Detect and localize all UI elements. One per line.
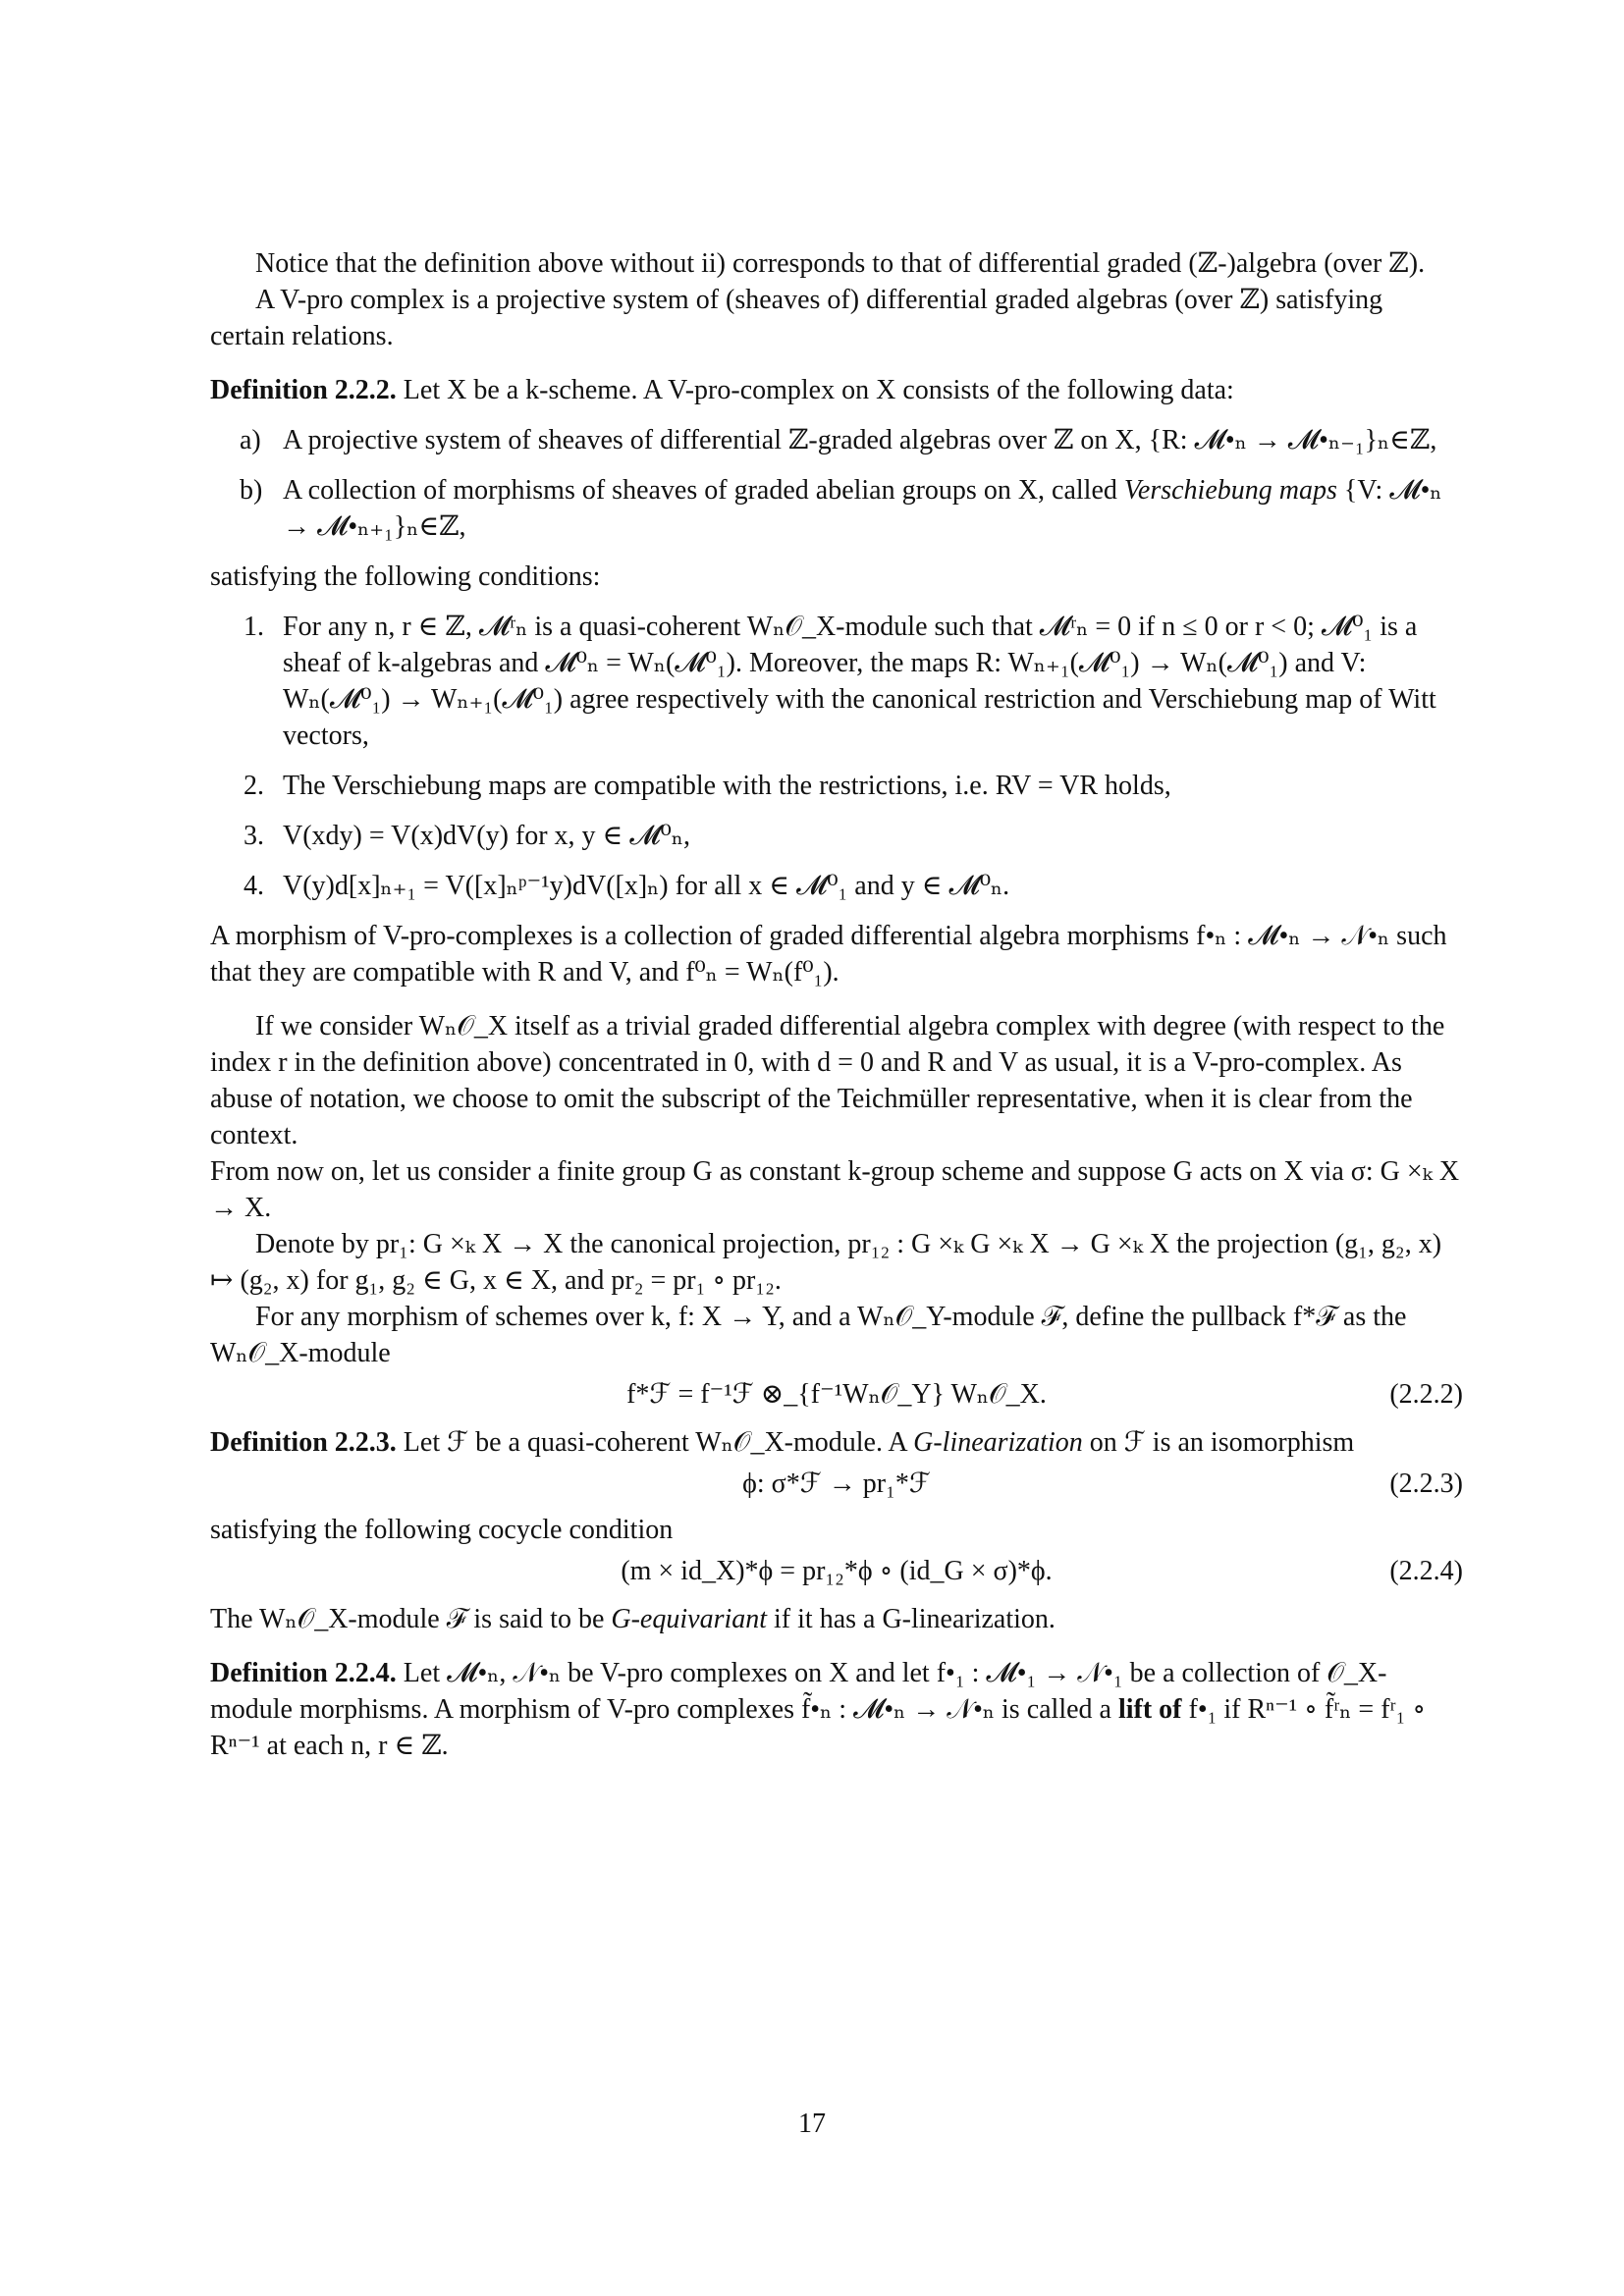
- definition-2-2-2-head: Definition 2.2.2.: [210, 375, 397, 405]
- condition-marker: 3.: [244, 821, 264, 851]
- definition-2-2-3-text-post: on ℱ is an isomorphism: [1082, 1427, 1355, 1458]
- equation-formula: (m × id_X)*ϕ = pr₁₂*ϕ ∘ (id_G × σ)*ϕ.: [621, 1556, 1053, 1586]
- definition-2-2-4: [210, 1655, 1463, 1764]
- g-linearization-term: G-linearization: [913, 1427, 1083, 1458]
- lift-of-term: lift of: [1117, 1694, 1182, 1725]
- equation-number: (2.2.3): [1389, 1468, 1463, 1499]
- condition-text: For any n, r ∈ ℤ, 𝓜ʳₙ is a quasi-coherent Wₙ𝒪_X-module such that 𝓜ʳₙ = 0 if n ≤ 0 or r < 0; 𝓜⁰₁ is a sheaf of k-algebras and 𝓜⁰ₙ = Wₙ(𝓜⁰₁). Moreover, the maps R: Wₙ₊₁(𝓜⁰₁) → Wₙ(𝓜⁰₁) and V: Wₙ(𝓜⁰₁) → Wₙ₊₁(𝓜⁰₁) agree respectively with the canonical restriction and Verschiebung map of Witt vectors,: [283, 612, 1436, 751]
- equation-formula: ϕ: σ*ℱ → pr₁*ℱ: [742, 1468, 931, 1499]
- definition-2-2-2: [210, 372, 1463, 408]
- list-item-text: A projective system of sheaves of differential ℤ-graded algebras over ℤ on X, {R: 𝓜•ₙ → 𝓜•ₙ₋₁}ₙ∈ℤ,: [283, 425, 1437, 455]
- definition-2-2-3-head: Definition 2.2.3.: [210, 1427, 397, 1458]
- condition-text: The Verschiebung maps are compatible with the restrictions, i.e. RV = VR holds,: [283, 771, 1171, 801]
- definition-2-2-2-intro: Let X be a k-scheme. A V-pro-complex on X consists of the following data:: [403, 375, 1234, 405]
- g-equivariant-term: G-equivariant: [611, 1604, 768, 1634]
- list-item-text-post: {V: 𝓜•ₙ → 𝓜•ₙ₊₁}ₙ∈ℤ,: [283, 475, 1442, 542]
- equation-2-2-4: [210, 1552, 1463, 1591]
- cocycle-intro: satisfying the following cocycle condition: [210, 1515, 674, 1545]
- equation-2-2-3: [210, 1465, 1463, 1504]
- morphism-paragraph: A morphism of V-pro-complexes is a collection of graded differential algebra morphisms f•ₙ : 𝓜•ₙ → 𝒩•ₙ such that they are compatible with R and V, and f⁰ₙ = Wₙ(f⁰₁).: [210, 921, 1447, 988]
- condition-item: [210, 768, 1463, 804]
- condition-item: [210, 818, 1463, 854]
- condition-marker: 4.: [244, 871, 264, 901]
- condition-marker: 2.: [244, 771, 264, 801]
- list-marker: b): [240, 475, 263, 506]
- definition-2-2-4-head: Definition 2.2.4.: [210, 1658, 397, 1688]
- conditions-intro: satisfying the following conditions:: [210, 561, 601, 592]
- condition-marker: 1.: [244, 612, 264, 642]
- condition-item: [210, 868, 1463, 904]
- paragraph-projections: Denote by pr₁: G ×ₖ X → X the canonical projection, pr₁₂ : G ×ₖ G ×ₖ X → G ×ₖ X the projection (g₁, g₂, x) ↦ (g₂, x) for g₁, g₂ ∈ G, x ∈ X, and pr₂ = pr₁ ∘ pr₁₂.: [210, 1229, 1442, 1296]
- definition-2-2-4-text: Let 𝓜•ₙ, 𝒩•ₙ be V-pro complexes on X and let f•₁ : 𝓜•₁ → 𝒩•₁ be a collection of 𝒪_X-module morphisms. A morphism of V-pro complexes f̃•ₙ : 𝓜•ₙ → 𝒩•ₙ is called a: [210, 1658, 1387, 1725]
- equation-number: (2.2.4): [1389, 1556, 1463, 1586]
- condition-item: [210, 609, 1463, 754]
- verschiebung-term: Verschiebung maps: [1123, 475, 1337, 506]
- list-marker: a): [240, 425, 261, 455]
- definition-2-2-4-text-post: f•₁ if Rⁿ⁻¹ ∘ f̃ʳₙ = fʳ₁ ∘ Rⁿ⁻¹ at each n, r ∈ ℤ.: [210, 1694, 1427, 1761]
- equation-2-2-2: [210, 1375, 1463, 1415]
- condition-text: V(xdy) = V(x)dV(y) for x, y ∈ 𝓜⁰ₙ,: [283, 821, 690, 851]
- paragraph-group-action: From now on, let us consider a finite group G as constant k-group scheme and suppose G acts on X via σ: G ×ₖ X → X.: [210, 1156, 1460, 1223]
- equivariant-paragraph: [210, 1601, 1463, 1637]
- paragraph-notice: Notice that the definition above without ii) corresponds to that of differential graded (ℤ-)algebra (over ℤ).: [255, 248, 1426, 279]
- equation-number: (2.2.2): [1389, 1379, 1463, 1410]
- condition-text: V(y)d[x]ₙ₊₁ = V([x]ₙᵖ⁻¹y)dV([x]ₙ) for all x ∈ 𝓜⁰₁ and y ∈ 𝓜⁰ₙ.: [283, 871, 1010, 901]
- page-number: 17: [798, 2109, 826, 2139]
- paragraph-pullback: For any morphism of schemes over k, f: X → Y, and a Wₙ𝒪_Y-module ℱ, define the pullback f*ℱ as the Wₙ𝒪_X-module: [210, 1302, 1407, 1368]
- definition-2-2-3-text: Let ℱ be a quasi-coherent Wₙ𝒪_X-module. A: [403, 1427, 914, 1458]
- equivariant-text-post: if it has a G-linearization.: [767, 1604, 1056, 1634]
- page-body: [210, 245, 1463, 1764]
- paragraph-vpro-intro: A V-pro complex is a projective system of (sheaves of) differential graded algebras (over ℤ) satisfying certain relations.: [210, 285, 1383, 351]
- equivariant-text: The Wₙ𝒪_X-module ℱ is said to be: [210, 1604, 612, 1634]
- data-list: [210, 422, 1463, 545]
- list-item: [210, 422, 1463, 458]
- list-item: [210, 472, 1463, 545]
- definition-2-2-3: [210, 1424, 1463, 1461]
- list-item-text: A collection of morphisms of sheaves of graded abelian groups on X, called: [283, 475, 1124, 506]
- conditions-list: [210, 609, 1463, 904]
- equation-formula: f*ℱ = f⁻¹ℱ ⊗_{f⁻¹Wₙ𝒪_Y} Wₙ𝒪_X.: [626, 1379, 1047, 1410]
- paragraph-wnox: If we consider Wₙ𝒪_X itself as a trivial graded differential algebra complex with degree (with respect to the index r in the definition above) concentrated in 0, with d = 0 and R and V as usual, it is a V-pro-complex. As abuse of notation, we choose to omit the subscript of the Teichmüller representative, when it is clear from the context.: [210, 1011, 1445, 1150]
